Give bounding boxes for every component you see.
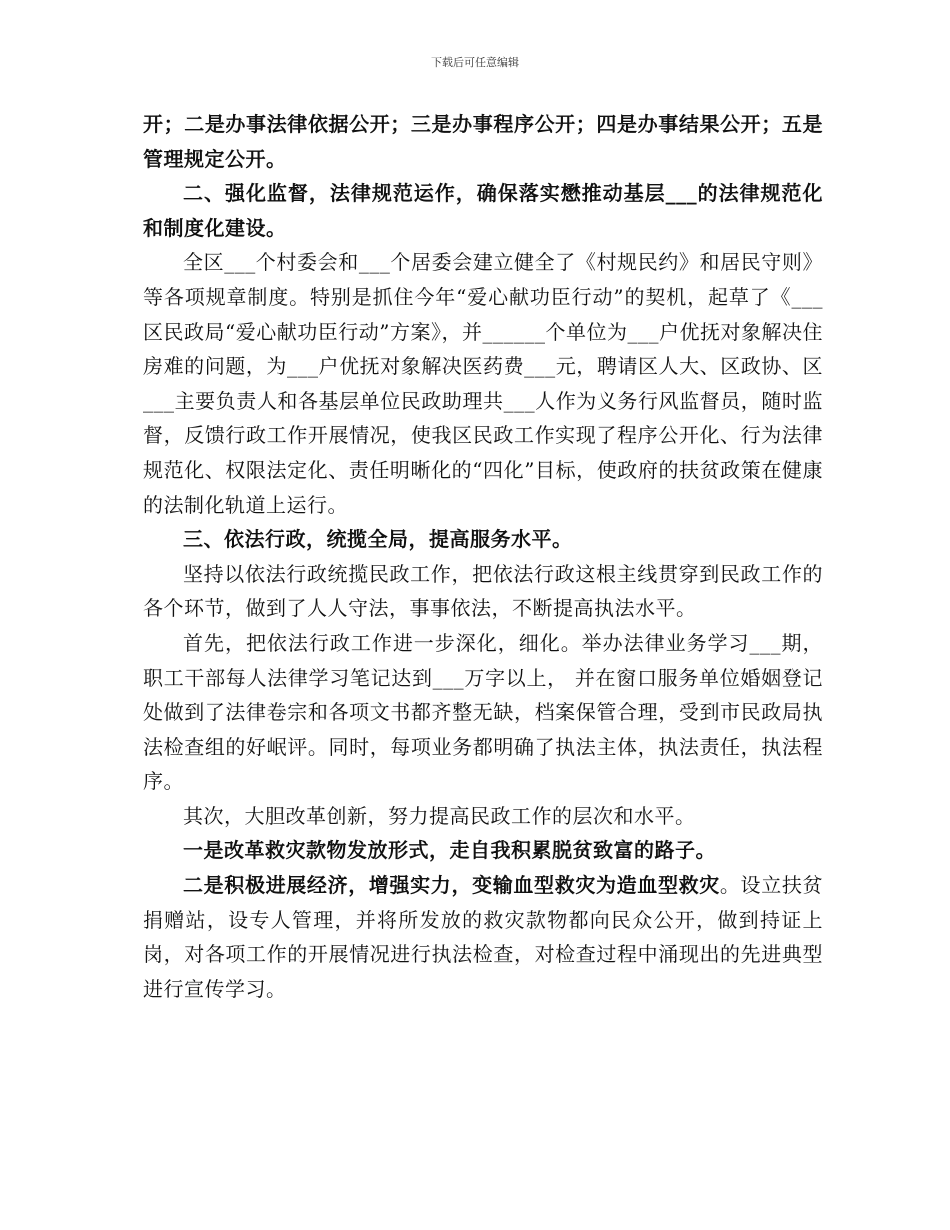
paragraph-lawful-admin: 坚持以依法行政统揽民政工作，把依法行政这根主线贯穿到民政工作的各个环节，做到了人人守法，事事依法，不断提高执法水平。 [143, 561, 823, 621]
economy-bold-lead: 二是积极进展经济，增强实力，变输血型救灾为造血型救灾 [183, 873, 720, 898]
paragraph-economy [143, 868, 823, 1006]
page-header: 下载后可任意编辑 [431, 56, 519, 69]
paragraph-first: 首先，把依法行政工作进一步深化，细化。举办法律业务学习___期，职工干部每人法律学习笔记达到___万字以上， 并在窗口服务单位婚姻登记处做到了法律卷宗和各项文书都齐整无缺，档案保管合理，受到市民政局执法检查组的好岷评。同时，每项业务都明确了执法主体，执法责任，执法程序。 [143, 630, 823, 794]
paragraph-second: 其次，大胆改革创新，努力提高民政工作的层次和水平。 [183, 803, 696, 828]
heading-reform-relief: 一是改革救灾款物发放形式，走自我积累脱贫致富的路子。 [183, 838, 716, 863]
paragraph-open-items: 开；二是办事法律依据公开；三是办事程序公开；四是办事结果公开；五是管理规定公开。 [143, 112, 823, 171]
heading-section-3: 三、依法行政，统揽全局，提高服务水平。 [183, 527, 573, 552]
paragraph-regulations: 全区___个村委会和___个居委会建立健全了《村规民约》和居民守则》等各项规章制度。特别是抓住今年“爱心献功臣行动”的契机，起草了《___区民政局“爱心献功臣行动”方案》，并______个单位为___户优抚对象解决住房难的问题，为___户优抚对象解决医药费___元，聘请区人大、区政协、区___主要负责人和各基层单位民政助理共___人作为义务行风监督员，随时监督，反馈行政工作开展情况，使我区民政工作实现了程序公开化、行为法律规范化、权限法定化、责任明晰化的“四化”目标，使政府的扶贫政策在健康的法制化轨道上运行。 [143, 250, 823, 517]
heading-section-2: 二、强化监督，法律规范运作，确保落实懋推动基层___的法律规范化和制度化建设。 [143, 181, 823, 240]
document-body [143, 107, 823, 1006]
economy-body-text: 。设立扶贫捐赠站，设专人管理，并将所发放的救灾款物都向民众公开，做到持证上岗，对各项工作的开展情况进行执法检查，对检查过程中涌现出的先进典型进行宣传学习。 [143, 873, 824, 1001]
